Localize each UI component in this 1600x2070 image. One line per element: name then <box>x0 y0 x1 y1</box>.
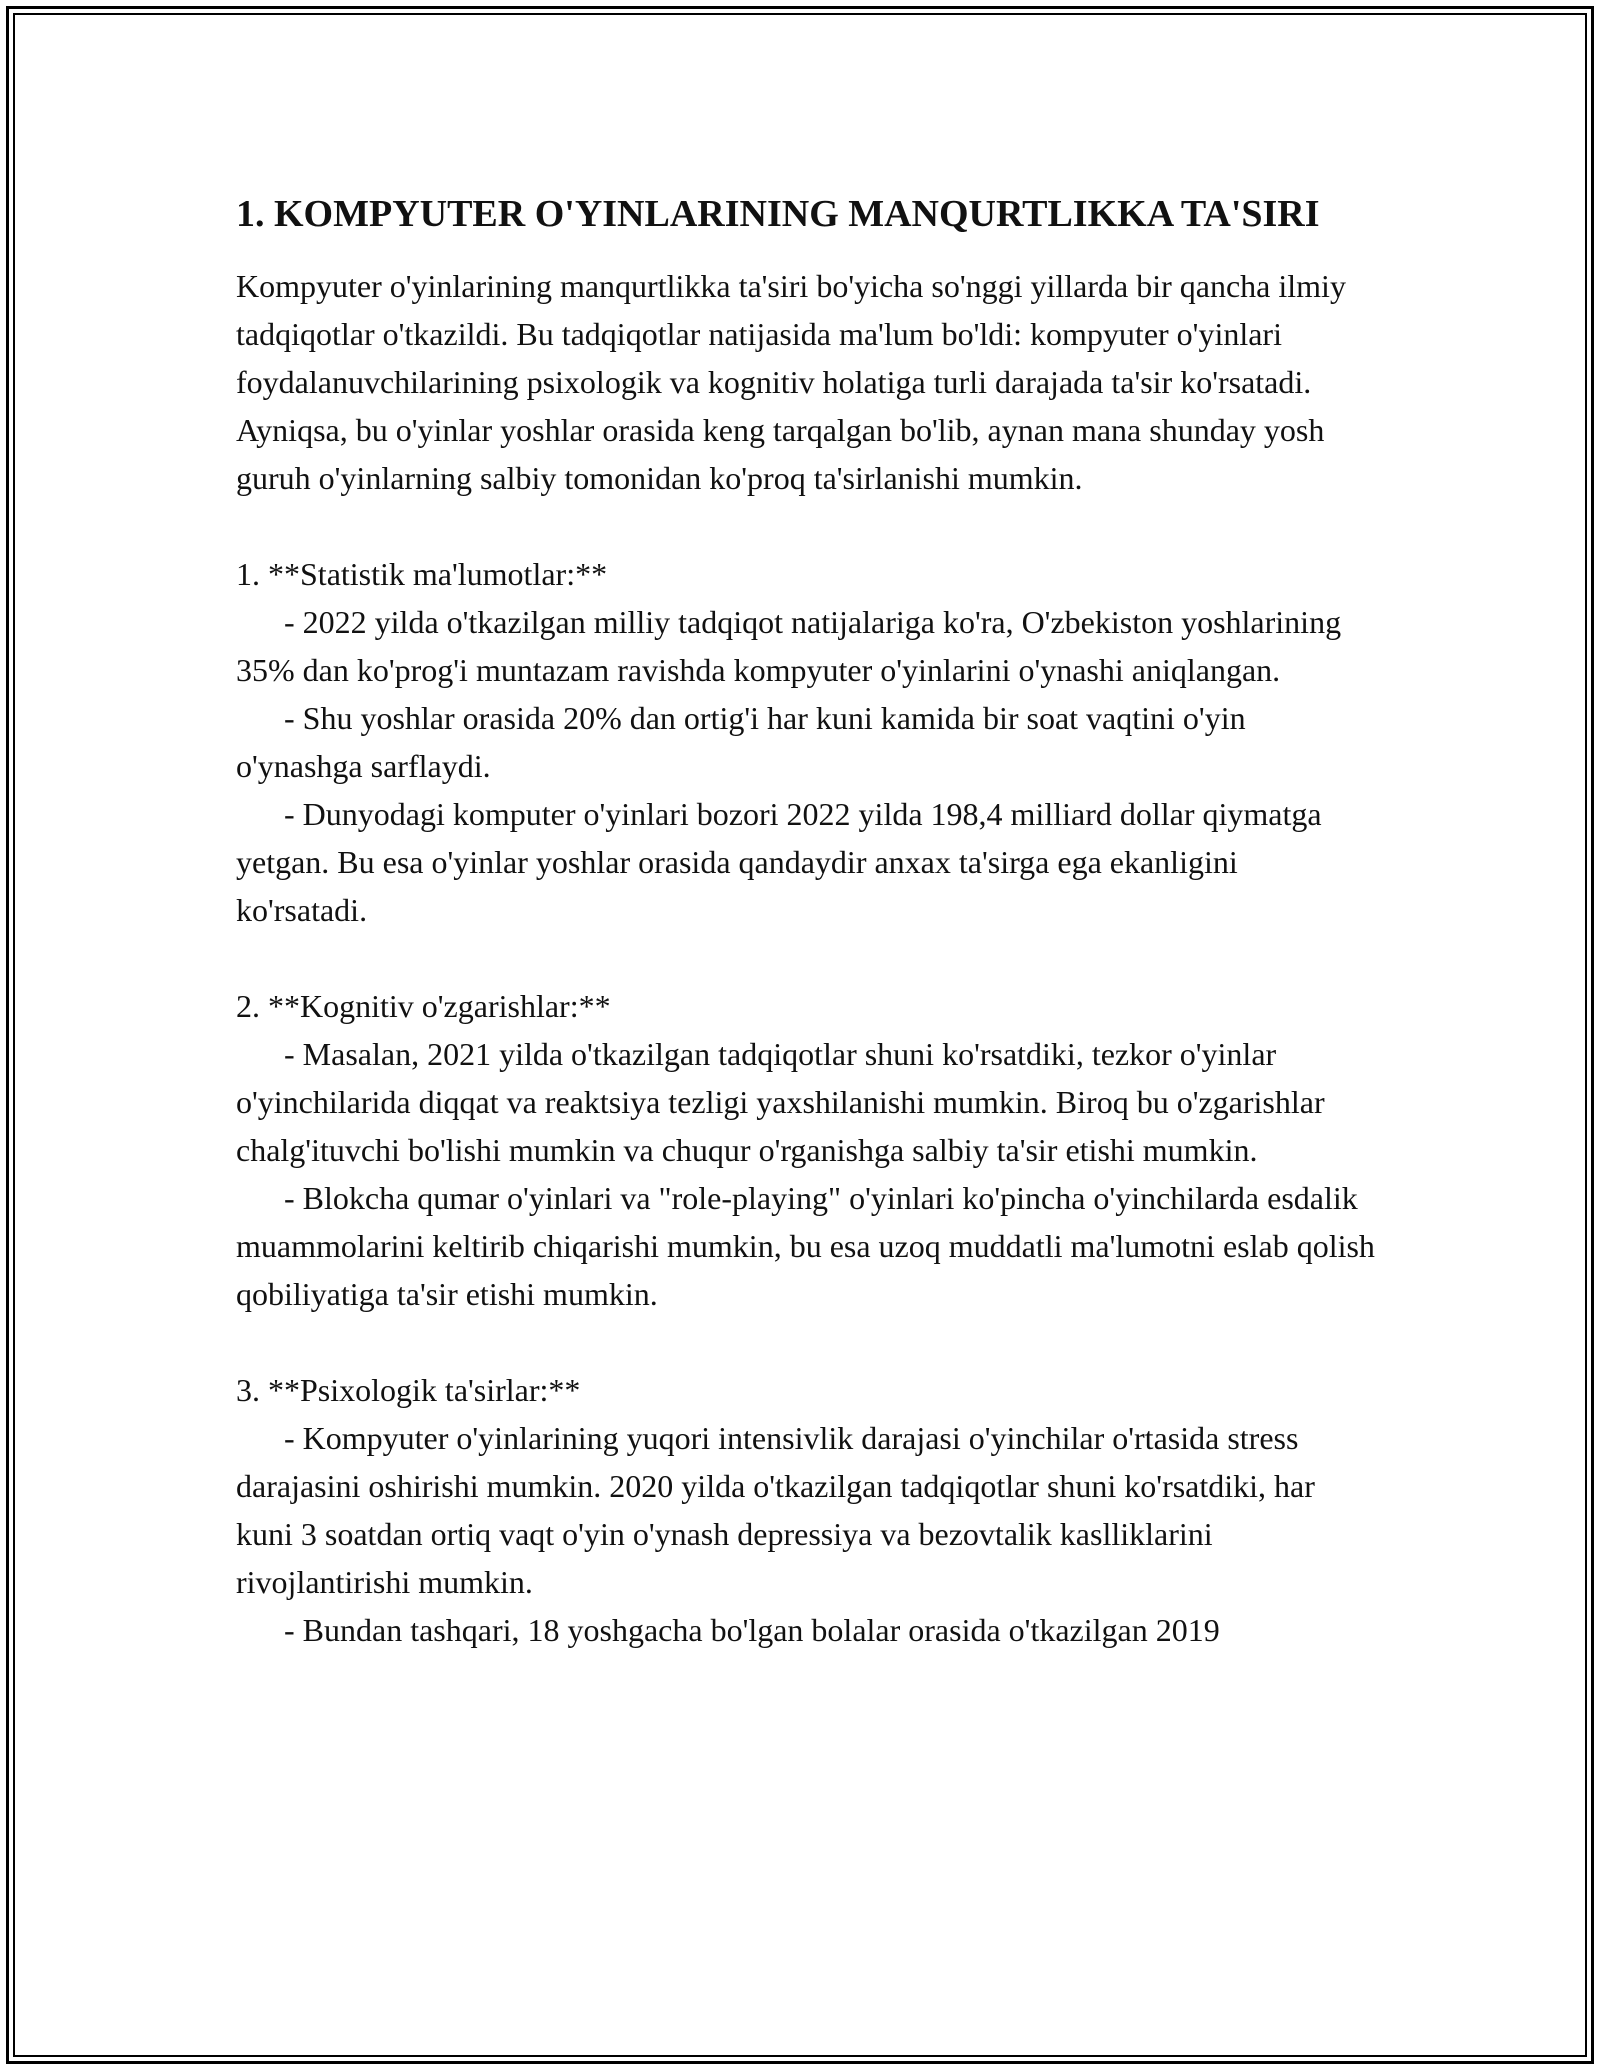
section-heading: 2. **Kognitiv o'zgarishlar:** <box>236 988 611 1024</box>
intro-paragraph: Kompyuter o'yinlarining manqurtlikka ta'siri bo'yicha so'nggi yillarda bir qancha ilmiy tadqiqotlar o'tkazildi. Bu tadqiqotlar natijasida ma'lum bo'ldi: kompyuter o'yinlari foydalanuvchilarining psixologik va kognitiv holatiga turli darajada ta'sir ko'rsatadi. Ayniqsa, bu o'yinlar yoshlar orasida keng tarqalgan bo'lib, aynan mana shunday yosh guruh o'yinlarning salbiy tomonidan ko'proq ta'sirlanishi mumkin. <box>236 268 1354 496</box>
section-heading: 1. **Statistik ma'lumotlar:** <box>236 556 608 592</box>
section-heading: 3. **Psixologik ta'sirlar:** <box>236 1372 581 1408</box>
spacer <box>236 934 1376 982</box>
section-cognitive <box>236 982 1376 1318</box>
section-statistics <box>236 550 1376 934</box>
list-item: - 2022 yilda o'tkazilgan milliy tadqiqot natijalariga ko'ra, O'zbekiston yoshlarining 35% dan ko'prog'i muntazam ravishda kompyuter o'yinlarini o'ynashi aniqlangan. <box>236 604 1342 688</box>
list-item: - Masalan, 2021 yilda o'tkazilgan tadqiqotlar shuni ko'rsatdiki, tezkor o'yinlar o'yinchilarida diqqat va reaktsiya tezligi yaxshilanishi mumkin. Biroq bu o'zgarishlar chalg'ituvchi bo'lishi mumkin va chuqur o'rganishga salbiy ta'sir etishi mumkin. <box>236 1036 1325 1168</box>
spacer <box>236 1318 1376 1366</box>
list-item: - Blokcha qumar o'yinlari va "role-playing" o'yinlari ko'pincha o'yinchilarda esdalik muammolarini keltirib chiqarishi mumkin, bu esa uzoq muddatli ma'lumotni eslab qolish qobiliyatiga ta'sir etishi mumkin. <box>236 1180 1375 1312</box>
document-body <box>236 186 1376 1654</box>
list-item: - Dunyodagi komputer o'yinlari bozori 2022 yilda 198,4 milliard dollar qiymatga yetgan. Bu esa o'yinlar yoshlar orasida qandaydir anxax ta'sirga ega ekanligini ko'rsatadi. <box>236 796 1322 928</box>
document-title: 1. KOMPYUTER O'YINLARINING MANQURTLIKKA TA'SIRI <box>236 193 1320 235</box>
spacer <box>236 502 1376 550</box>
list-item: - Shu yoshlar orasida 20% dan ortig'i har kuni kamida bir soat vaqtini o'yin o'ynashga sarflaydi. <box>236 700 1246 784</box>
list-item: - Bundan tashqari, 18 yoshgacha bo'lgan bolalar orasida o'tkazilgan 2019 <box>284 1612 1220 1648</box>
section-psychological <box>236 1366 1376 1654</box>
list-item: - Kompyuter o'yinlarining yuqori intensivlik darajasi o'yinchilar o'rtasida stress darajasini oshirishi mumkin. 2020 yilda o'tkazilgan tadqiqotlar shuni ko'rsatdiki, har kuni 3 soatdan ortiq vaqt o'yin o'ynash depressiya va bezovtalik kaslliklarini rivojlantirishi mumkin. <box>236 1420 1315 1600</box>
